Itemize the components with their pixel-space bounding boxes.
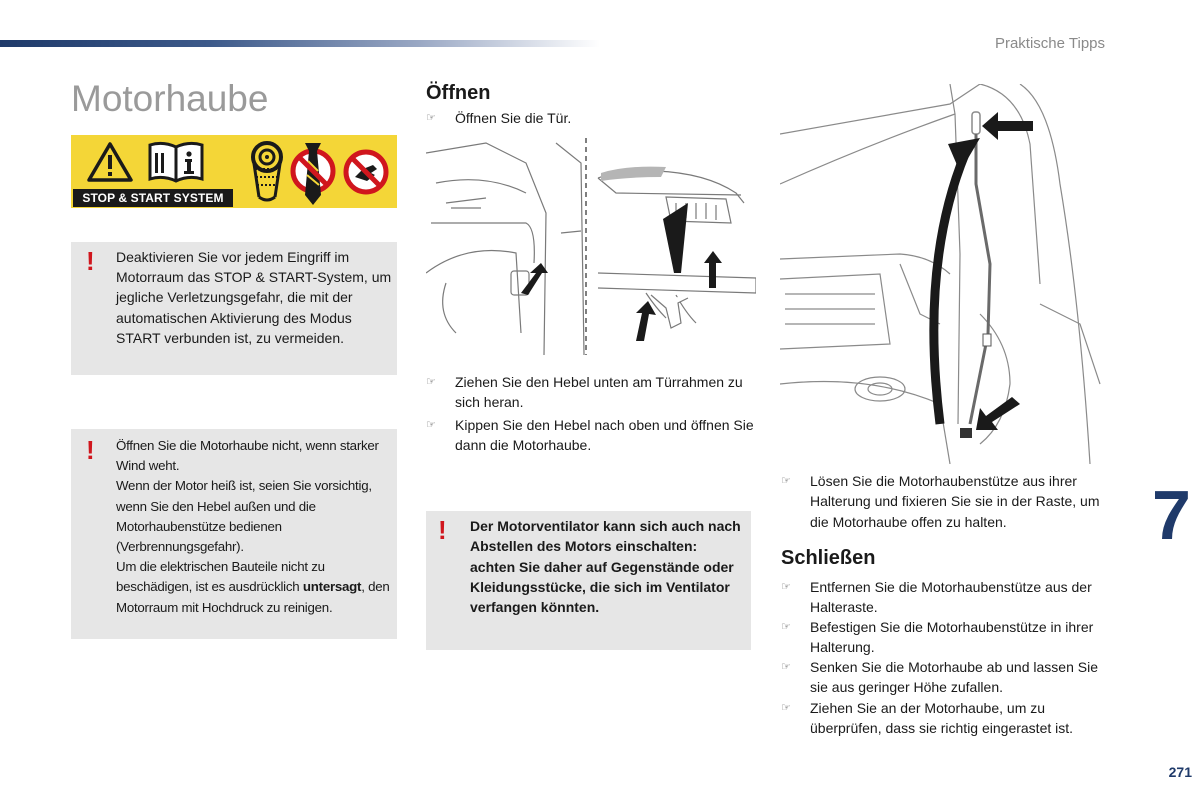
warning-fan <box>426 511 751 650</box>
warning-mark: ! <box>86 246 95 276</box>
pointing-hand-icon: ☞ <box>781 702 791 714</box>
step-item: ☞ Befestigen Sie die Motorhaubenstütze in ihrer Halterung. <box>781 619 1094 656</box>
step-item: ☞ Ziehen Sie an der Motorhaube, um zu überprüfen, dass sie richtig eingerastet ist. <box>781 700 1074 737</box>
step-item: ☞ Senken Sie die Motorhaube ab und lassen Sie sie aus geringer Höhe zufallen. <box>781 659 1098 696</box>
manual-book-icon <box>147 141 205 183</box>
warning-triangle-icon <box>87 142 133 182</box>
warning-line: Wenn der Motor heiß ist, seien Sie vorsichtig, wenn Sie den Hebel außen und die Motorhaubenstütze bedienen (Verbrennungsgefahr). <box>116 478 372 555</box>
no-tie-icon <box>289 137 337 207</box>
pointing-hand-icon: ☞ <box>426 112 436 124</box>
header-accent-bar <box>0 40 600 47</box>
warning-stop-start <box>71 242 397 375</box>
stop-start-label: STOP & START SYSTEM <box>73 189 233 207</box>
warning-line: Um die elektrischen Bauteile nicht zu beschädigen, ist es ausdrücklich untersagt, den Motorraum mit Hochdruck zu reinigen. <box>116 559 390 615</box>
pointing-hand-icon: ☞ <box>781 581 791 593</box>
emphasis: untersagt <box>302 579 362 595</box>
heading-open: Öffnen <box>426 82 491 104</box>
warning-mark: ! <box>86 435 95 465</box>
step-item: ☞ Entfernen Sie die Motorhaubenstütze aus der Halteraste. <box>781 579 1092 616</box>
step-item: ☞ Kippen Sie den Hebel nach oben und öffnen Sie dann die Motorhaube. <box>426 417 754 454</box>
step-item: ☞ Ziehen Sie den Hebel unten am Türrahmen zu sich heran. <box>426 374 743 411</box>
pointing-hand-icon: ☞ <box>781 475 791 487</box>
fan-belt-icon <box>249 139 285 203</box>
pointing-hand-icon: ☞ <box>426 376 436 388</box>
warning-text: Deaktivieren Sie vor jedem Eingriff im Motorraum das STOP & START-System, um jegliche Verletzungsgefahr, die mit der automatischen Aktivierung des Modus START verbunden ist, zu vermeiden. <box>116 249 392 346</box>
warning-line: Öffnen Sie die Motorhaube nicht, wenn starker Wind weht. <box>116 438 379 474</box>
page-number: 271 <box>1168 764 1192 780</box>
section-label: Praktische Tipps <box>994 35 1105 52</box>
chapter-number: 7 <box>1152 476 1191 554</box>
pointing-hand-icon: ☞ <box>426 419 436 431</box>
no-hand-icon <box>343 149 389 195</box>
warning-text <box>116 436 394 618</box>
warning-hood <box>71 429 397 639</box>
pointing-hand-icon: ☞ <box>781 661 791 673</box>
step-item: ☞ Lösen Sie die Motorhaubenstütze aus ihrer Halterung und fixieren Sie sie in der Raste, um die Motorhaube offen zu halten. <box>781 473 1100 530</box>
illustration-lever <box>426 133 756 355</box>
pointing-hand-icon: ☞ <box>781 621 791 633</box>
illustration-hood-support <box>780 84 1110 464</box>
step-item: ☞ Öffnen Sie die Tür. <box>426 108 756 128</box>
heading-close: Schließen <box>781 547 876 569</box>
page-title: Motorhaube <box>71 78 269 119</box>
warning-text: Der Motorventilator kann sich auch nach Abstellen des Motors einschalten: achten Sie daher auf Gegenstände oder Kleidungsstücke, die sich im Ventilator verfangen könnten. <box>470 518 741 616</box>
warning-mark: ! <box>438 515 447 545</box>
